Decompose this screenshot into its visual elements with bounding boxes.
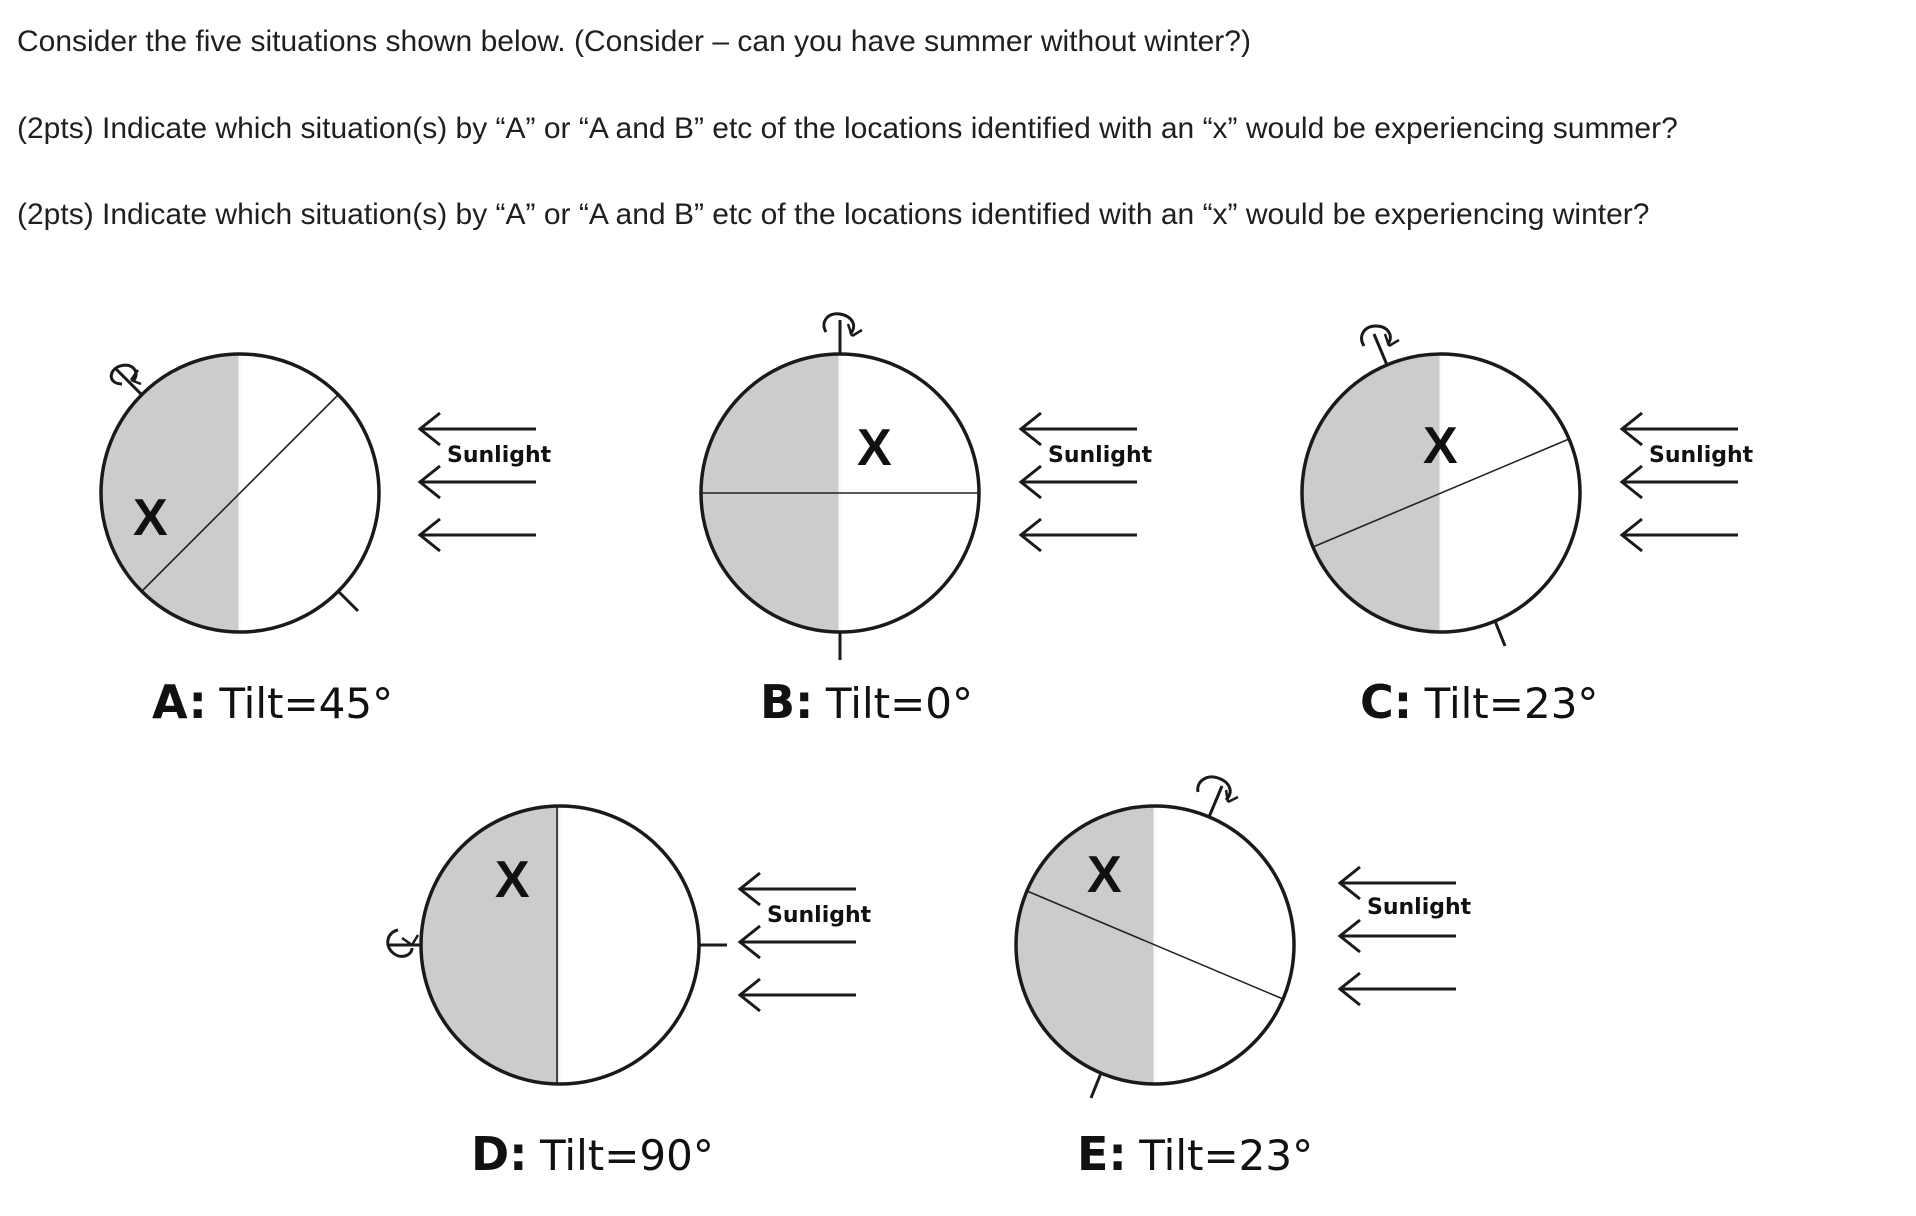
location-x-mark: X bbox=[1087, 846, 1122, 904]
caption-tilt: Tilt=90° bbox=[540, 1131, 714, 1180]
sunlight-arrows bbox=[420, 413, 552, 551]
rotation-arrow-icon bbox=[1362, 326, 1391, 365]
earth-globe bbox=[90, 340, 379, 650]
caption-tilt: Tilt=23° bbox=[1424, 679, 1599, 728]
location-x-mark: X bbox=[1423, 417, 1458, 475]
earth-globe bbox=[1005, 777, 1294, 1105]
sunlight-label: Sunlight bbox=[767, 903, 872, 928]
sunlight-label: Sunlight bbox=[1649, 443, 1754, 468]
sunlight-arrows bbox=[740, 873, 872, 1011]
caption-letter: C: bbox=[1360, 675, 1413, 729]
situation-a bbox=[90, 340, 552, 729]
situation-caption bbox=[152, 675, 393, 729]
location-x-mark: X bbox=[133, 489, 168, 547]
rotation-arrow-icon bbox=[388, 930, 421, 956]
location-x-mark: X bbox=[495, 851, 530, 909]
south-pole-axis bbox=[1495, 621, 1505, 646]
situation-caption bbox=[471, 1127, 714, 1181]
night-side bbox=[1005, 795, 1155, 1105]
south-pole-axis bbox=[1091, 1073, 1101, 1098]
situation-c bbox=[1291, 326, 1754, 729]
night-side bbox=[690, 340, 840, 650]
earth-globe bbox=[388, 795, 727, 1105]
earth-globe bbox=[1291, 326, 1580, 650]
caption-tilt: Tilt=23° bbox=[1139, 1131, 1314, 1180]
situation-caption bbox=[1077, 1127, 1313, 1181]
caption-letter: E: bbox=[1077, 1127, 1127, 1181]
situation-e bbox=[1005, 777, 1472, 1181]
location-x-mark: X bbox=[857, 419, 892, 477]
sunlight-label: Sunlight bbox=[1048, 443, 1153, 468]
sunlight-label: Sunlight bbox=[1367, 895, 1472, 920]
rotation-arrow-icon bbox=[1198, 777, 1230, 817]
caption-letter: A: bbox=[152, 675, 207, 729]
sunlight-arrows bbox=[1340, 867, 1472, 1005]
situation-d bbox=[388, 795, 872, 1181]
sunlight-arrows bbox=[1622, 413, 1754, 551]
caption-letter: B: bbox=[760, 675, 814, 729]
caption-tilt: Tilt=0° bbox=[825, 679, 974, 728]
south-pole-axis bbox=[338, 591, 358, 611]
sunlight-label: Sunlight bbox=[447, 443, 552, 468]
intro-question: Consider the five situations shown below. (Consider – can you have summer without winter?) bbox=[17, 25, 1251, 58]
situation-caption bbox=[1360, 675, 1598, 729]
earth-globe bbox=[690, 314, 979, 660]
sunlight-arrows bbox=[1021, 413, 1153, 551]
rotation-arrow-icon bbox=[824, 314, 854, 354]
situation-caption bbox=[760, 675, 973, 729]
summer-question: (2pts) Indicate which situation(s) by “A” or “A and B” etc of the locations identified with an “x” would be experiencing summer? bbox=[17, 112, 1678, 145]
caption-tilt: Tilt=45° bbox=[219, 679, 394, 728]
situation-b bbox=[690, 314, 1153, 729]
night-side bbox=[410, 795, 560, 1105]
caption-letter: D: bbox=[471, 1127, 528, 1181]
night-side bbox=[1291, 340, 1441, 650]
winter-question: (2pts) Indicate which situation(s) by “A” or “A and B” etc of the locations identified with an “x” would be experiencing winter? bbox=[17, 198, 1650, 231]
